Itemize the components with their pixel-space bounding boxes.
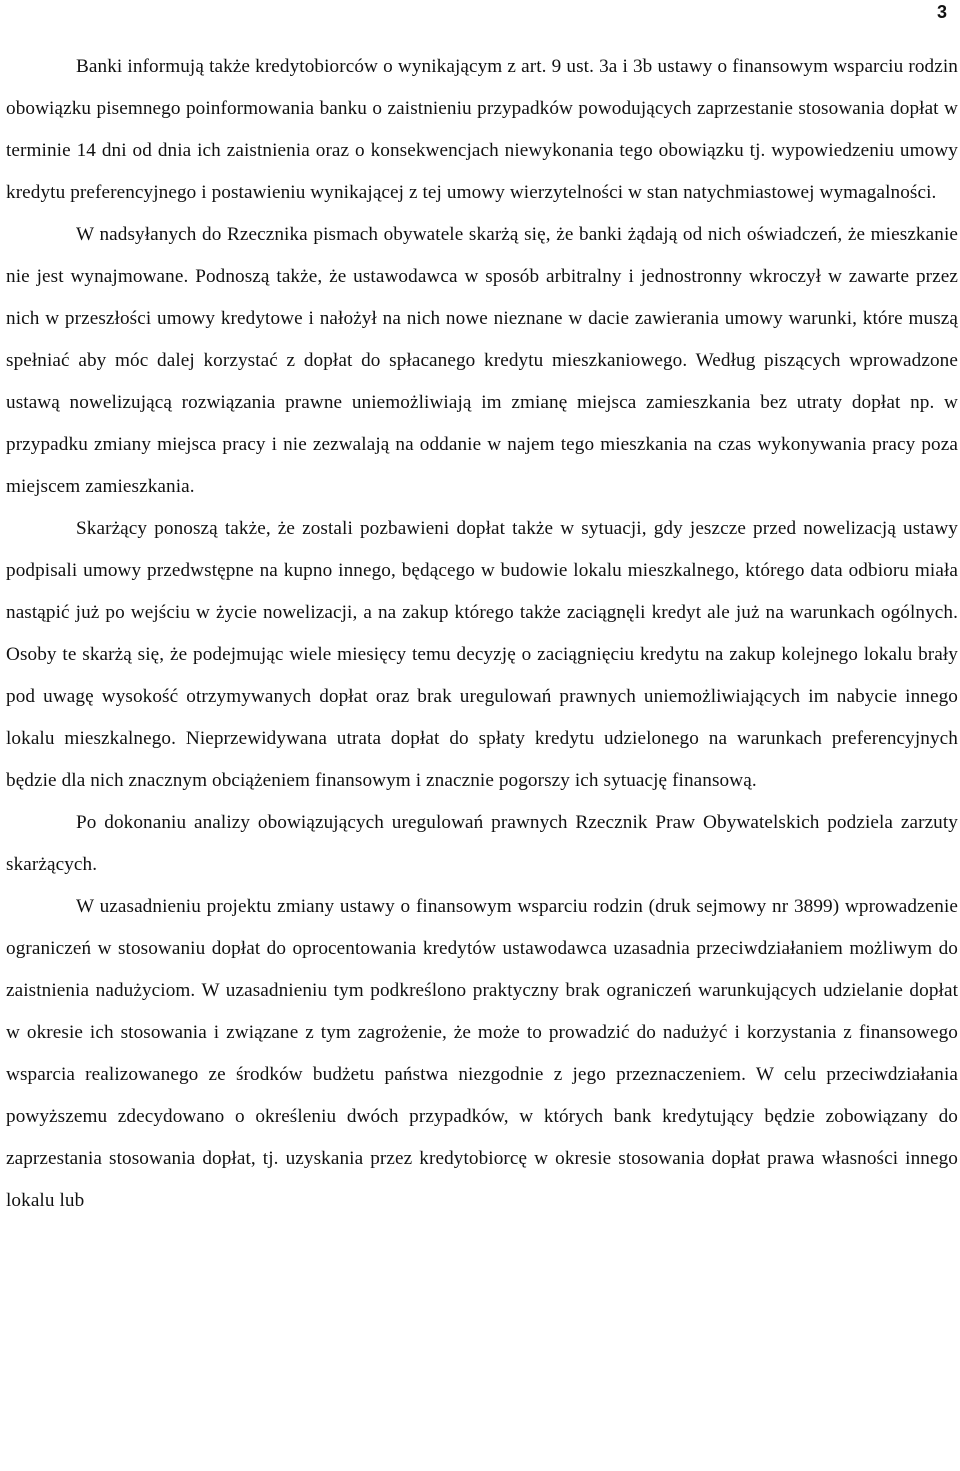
paragraph-ombudsman-position: Po dokonaniu analizy obowiązujących uregulowań prawnych Rzecznik Praw Obywatelskich podziela zarzuty skarżących. [6,812,958,875]
paragraph-bank-obligations: Banki informują także kredytobiorców o wynikającym z art. 9 ust. 3a i 3b ustawy o finansowym wsparciu rodzin obowiązku pisemnego poinformowania banku o zaistnieniu przypadków powodujących zaprzestanie stosowania dopłat w terminie 14 dni od dnia ich zaistnienia oraz o konsekwencjach niewykonania tego obowiązku tj. wypowiedzeniu umowy kredytu preferencyjnego i postawieniu wynikającej z tej umowy wierzytelności w stan natychmiastowej wymagalności. [6,56,958,203]
paragraph-justification: W uzasadnieniu projektu zmiany ustawy o finansowym wsparciu rodzin (druk sejmowy nr 3899) wprowadzenie ograniczeń w stosowaniu dopłat do oprocentowania kredytów ustawodawca uzasadnia przeciwdziałaniem możliwym do zaistnienia nadużyciom. W uzasadnieniu tym podkreślono praktyczny brak ograniczeń warunkujących udzielanie dopłat w okresie ich stosowania i związane z tym zagrożenie, że może to prowadzić do nadużyć i korzystania z finansowego wsparcia realizowanego ze środków budżetu państwa niezgodnie z jego przeznaczeniem. W celu przeciwdziałania powyższemu zdecydowano o określeniu dwóch przypadków, w których bank kredytujący będzie zobowiązany do zaprzestania stosowania dopłat, tj. uzyskania przez kredytobiorcę w okresie stosowania dopłat prawa własności innego lokalu lub [6,896,958,1211]
document-body [6,46,958,1222]
page-number: 3 [936,2,947,22]
paragraph-citizen-complaints: W nadsyłanych do Rzecznika pismach obywatele skarżą się, że banki żądają od nich oświadczeń, że mieszkanie nie jest wynajmowane. Podnoszą także, że ustawodawca w sposób arbitralny i jednostronny wkroczył w zawarte przez nich w przeszłości umowy kredytowe i nałożył na nich nowe nieznane w dacie zawierania umowy warunki, które muszą spełniać aby móc dalej korzystać z dopłat do spłacanego kredytu mieszkaniowego. Według piszących wprowadzone ustawą nowelizującą rozwiązania prawne uniemożliwiają im zmianę miejsca zamieszkania bez utraty dopłat np. w przypadku zmiany miejsca pracy i nie zezwalają na oddanie w najem tego mieszkania na czas wykonywania pracy poza miejscem zamieszkania. [6,224,958,497]
paragraph-lost-subsidies: Skarżący ponoszą także, że zostali pozbawieni dopłat także w sytuacji, gdy jeszcze przed nowelizacją ustawy podpisali umowy przedwstępne na kupno innego, będącego w budowie lokalu mieszkalnego, którego data odbioru miała nastąpić już po wejściu w życie nowelizacji, a na zakup którego także zaciągnęli kredyt ale już na warunkach ogólnych. Osoby te skarżą się, że podejmując wiele miesięcy temu decyzję o zaciągnięciu kredytu na zakup kolejnego lokalu brały pod uwagę wysokość otrzymywanych dopłat oraz brak uregulowań prawnych uniemożliwiających im nabycie innego lokalu mieszkalnego. Nieprzewidywana utrata dopłat do spłaty kredytu udzielonego na warunkach preferencyjnych będzie dla nich znacznym obciążeniem finansowym i znacznie pogorszy ich sytuację finansową. [6,518,958,791]
